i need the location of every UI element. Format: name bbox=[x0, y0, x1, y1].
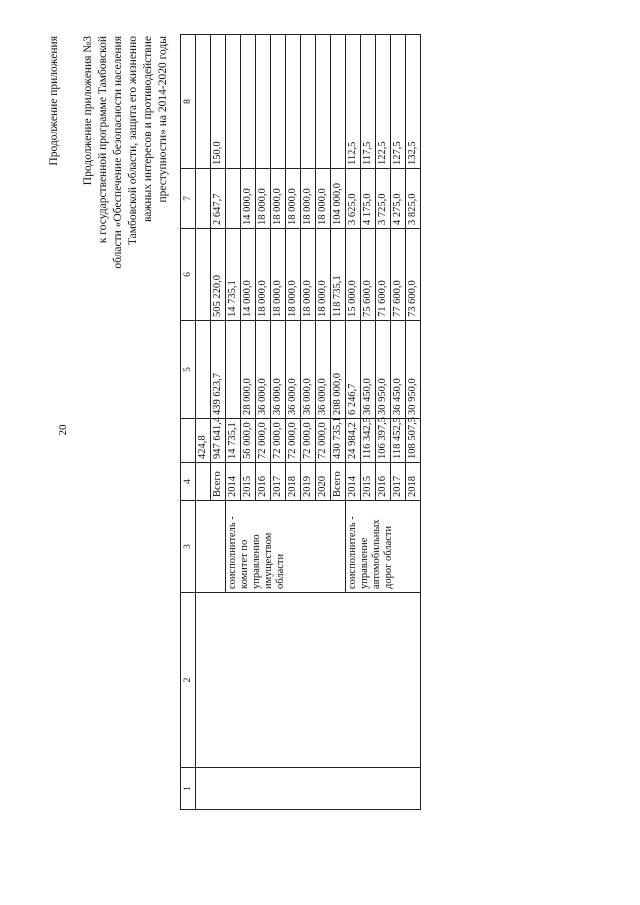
cell-year: 2014 bbox=[226, 463, 241, 501]
cell-value: 112,5 bbox=[346, 35, 361, 169]
cell-value: 18 000,0 bbox=[316, 229, 331, 321]
cell-value: 132,5 bbox=[406, 35, 421, 169]
cell-year: 2016 bbox=[256, 463, 271, 501]
cell-value: 18 000,0 bbox=[286, 229, 301, 321]
column-number-row bbox=[181, 35, 196, 810]
cell-year: 2018 bbox=[406, 463, 421, 501]
cell-value: 71 600,0 bbox=[376, 229, 391, 321]
header-line: Тамбовской области, защита его жизненно bbox=[127, 36, 139, 246]
header-line: Продолжение приложения №3 bbox=[82, 36, 94, 186]
cell-value: 439 623,7 bbox=[211, 321, 226, 419]
cell-value: 18 000,0 bbox=[256, 169, 271, 229]
cell-value bbox=[196, 35, 211, 169]
cell-value: 18 000,0 bbox=[271, 229, 286, 321]
cell-value: 118 735,1 bbox=[331, 229, 346, 321]
cell-value: 30 950,0 bbox=[406, 321, 421, 419]
cell-year: Всего bbox=[331, 463, 346, 501]
cell-year: 2016 bbox=[376, 463, 391, 501]
cell-value: 106 397,5 bbox=[376, 419, 391, 463]
column-number: 2 bbox=[181, 593, 196, 768]
cell-value: 18 000,0 bbox=[301, 169, 316, 229]
cell-col2 bbox=[196, 593, 421, 768]
cell-value: 2 647,7 bbox=[211, 169, 226, 229]
column-number bbox=[181, 419, 196, 463]
cell-value bbox=[196, 229, 211, 321]
cell-value: 104 000,0 bbox=[331, 169, 346, 229]
cell-value: 72 000,0 bbox=[316, 419, 331, 463]
cell-value bbox=[331, 35, 346, 169]
column-number: 8 bbox=[181, 35, 196, 169]
column-number: 1 bbox=[181, 768, 196, 810]
cell-value: 150,0 bbox=[211, 35, 226, 169]
cell-year: 2014 bbox=[346, 463, 361, 501]
cell-value: 14 000,0 bbox=[241, 229, 256, 321]
cell-value bbox=[301, 35, 316, 169]
cell-value: 28 000,0 bbox=[241, 321, 256, 419]
cell-value: 56 000,0 bbox=[241, 419, 256, 463]
cell-value: 117,5 bbox=[361, 35, 376, 169]
cell-value: 424,8 bbox=[196, 419, 211, 463]
cell-value: 73 600,0 bbox=[406, 229, 421, 321]
header-line: области «Обеспечение безопасности населения bbox=[112, 36, 124, 269]
cell-value: 4 275,0 bbox=[391, 169, 406, 229]
cell-year bbox=[196, 463, 211, 501]
cell-year: 2019 bbox=[301, 463, 316, 501]
budget-table-wrapper bbox=[180, 35, 595, 810]
cell-value: 3 625,0 bbox=[346, 169, 361, 229]
cell-value bbox=[286, 35, 301, 169]
page-number: 20 bbox=[57, 424, 69, 436]
cell-year: 2017 bbox=[271, 463, 286, 501]
column-number: 5 bbox=[181, 321, 196, 419]
cell-value: 14 000,0 bbox=[241, 169, 256, 229]
header-line: к государственной программе Тамбовской bbox=[97, 36, 109, 244]
cell-value bbox=[316, 35, 331, 169]
budget-table bbox=[180, 34, 421, 810]
column-number: 7 bbox=[181, 169, 196, 229]
cell-value: 36 450,0 bbox=[361, 321, 376, 419]
column-number: 6 bbox=[181, 229, 196, 321]
header-line: Продолжение приложения bbox=[48, 36, 60, 166]
cell-value: 18 000,0 bbox=[271, 169, 286, 229]
header-line: важных интересов и противодействие bbox=[142, 36, 154, 222]
cell-value: 36 000,0 bbox=[316, 321, 331, 419]
cell-value: 72 000,0 bbox=[271, 419, 286, 463]
cell-value bbox=[226, 35, 241, 169]
cell-value: 36 000,0 bbox=[301, 321, 316, 419]
cell-value: 4 175,0 bbox=[361, 169, 376, 229]
cell-year: 2020 bbox=[316, 463, 331, 501]
cell-value: 24 984,2 bbox=[346, 419, 361, 463]
cell-value: 72 000,0 bbox=[301, 419, 316, 463]
cell-value: 36 000,0 bbox=[286, 321, 301, 419]
cell-value: 36 000,0 bbox=[256, 321, 271, 419]
cell-value: 18 000,0 bbox=[316, 169, 331, 229]
cell-value: 72 000,0 bbox=[256, 419, 271, 463]
cell-value: 208 000,0 bbox=[331, 321, 346, 419]
cell-value: 18 000,0 bbox=[256, 229, 271, 321]
cell-value: 947 641,4 bbox=[211, 419, 226, 463]
cell-value: 77 600,0 bbox=[391, 229, 406, 321]
cell-value: 14 735,1 bbox=[226, 419, 241, 463]
cell-value bbox=[226, 321, 241, 419]
cell-value: 36 450,0 bbox=[391, 321, 406, 419]
cell-value: 18 000,0 bbox=[301, 229, 316, 321]
table-row bbox=[196, 35, 211, 810]
cell-value: 30 950,0 bbox=[376, 321, 391, 419]
cell-value bbox=[196, 169, 211, 229]
cell-value: 18 000,0 bbox=[286, 169, 301, 229]
cell-value: 505 220,0 bbox=[211, 229, 226, 321]
cell-value: 72 000,0 bbox=[286, 419, 301, 463]
cell-value: 122,5 bbox=[376, 35, 391, 169]
column-number: 3 bbox=[181, 501, 196, 593]
executor-cell: соисполнитель - управление автомобильных дорог области bbox=[346, 501, 421, 593]
cell-value bbox=[256, 35, 271, 169]
cell-value: 3 725,0 bbox=[376, 169, 391, 229]
cell-value bbox=[241, 35, 256, 169]
cell-value bbox=[271, 35, 286, 169]
cell-year: 2018 bbox=[286, 463, 301, 501]
cell-value: 36 000,0 bbox=[271, 321, 286, 419]
cell-value bbox=[226, 169, 241, 229]
cell-value bbox=[196, 321, 211, 419]
cell-year: 2015 bbox=[361, 463, 376, 501]
cell-value: 75 600,0 bbox=[361, 229, 376, 321]
cell-col1 bbox=[196, 768, 421, 810]
cell-year: 2017 bbox=[391, 463, 406, 501]
cell-value: 3 825,0 bbox=[406, 169, 421, 229]
cell-value: 127,5 bbox=[391, 35, 406, 169]
header-line: преступности» на 2014-2020 годы bbox=[157, 36, 169, 203]
cell-value: 430 735,1 bbox=[331, 419, 346, 463]
cell-year: 2015 bbox=[241, 463, 256, 501]
cell-year: Всего bbox=[211, 463, 226, 501]
cell-value: 108 507,5 bbox=[406, 419, 421, 463]
cell-value: 6 246,7 bbox=[346, 321, 361, 419]
cell-col3 bbox=[196, 501, 226, 593]
cell-value: 14 735,1 bbox=[226, 229, 241, 321]
executor-cell: соисполнитель - комитет по управлению имуществом области bbox=[226, 501, 346, 593]
cell-value: 118 452,5 bbox=[391, 419, 406, 463]
cell-value: 15 000,0 bbox=[346, 229, 361, 321]
column-number: 4 bbox=[181, 463, 196, 501]
cell-value: 116 342,5 bbox=[361, 419, 376, 463]
